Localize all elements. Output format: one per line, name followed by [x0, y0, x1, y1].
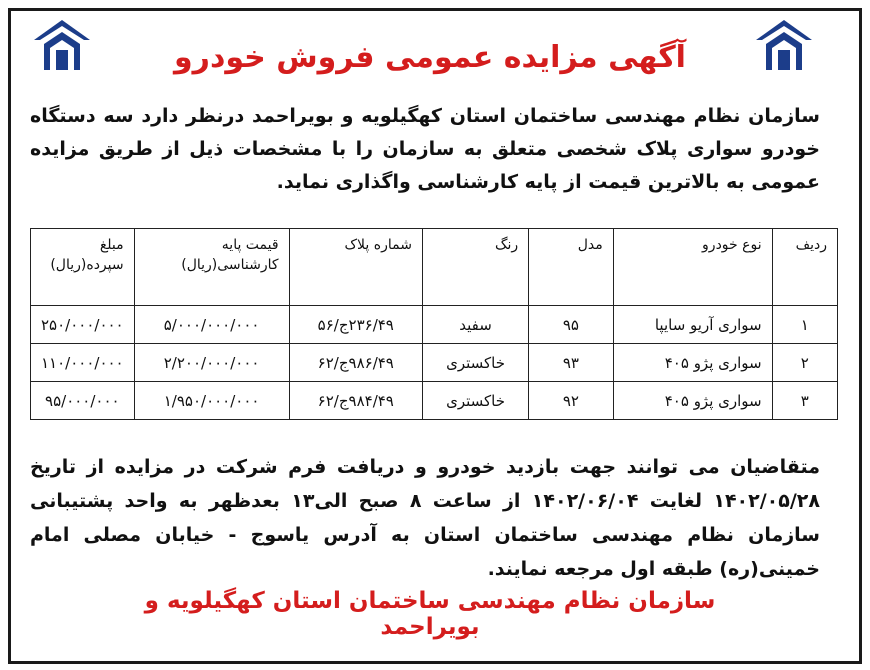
- cell-row-number: ۲: [772, 344, 837, 382]
- cell-plate: ۹۸۴/۴۹ج/۶۲: [289, 382, 422, 420]
- cell-row-number: ۱: [772, 306, 837, 344]
- issuer-signature: سازمان نظام مهندسی ساختمان استان کهگیلویه و بویراحمد: [144, 588, 716, 640]
- header-vehicle-type: نوع خودرو: [613, 229, 772, 306]
- cell-vehicle-type: سواری آریو سایپا: [613, 306, 772, 344]
- header-model: مدل: [529, 229, 614, 306]
- cell-deposit: ۱۱۰/۰۰۰/۰۰۰: [31, 344, 135, 382]
- cell-plate: ۹۸۶/۴۹ج/۶۲: [289, 344, 422, 382]
- header-row-number: ردیف: [772, 229, 837, 306]
- cell-deposit: ۹۵/۰۰۰/۰۰۰: [31, 382, 135, 420]
- cell-plate: ۲۳۶/۴۹ج/۵۶: [289, 306, 422, 344]
- cell-color: سفید: [422, 306, 528, 344]
- header-deposit: مبلغ سپرده(ریال): [31, 229, 135, 306]
- building-roof-logo-icon: [752, 14, 816, 78]
- cell-vehicle-type: سواری پژو ۴۰۵: [613, 382, 772, 420]
- cell-model: ۹۲: [529, 382, 614, 420]
- table-row: [31, 382, 838, 420]
- intro-paragraph: سازمان نظام مهندسی ساختمان استان کهگیلویه و بویراحمد درنظر دارد سه دستگاه خودرو سواری پلاک شخصی متعلق به سازمان را با مشخصات ذیل از طریق مزایده عمومی به بالاترین قیمت از پایه کارشناسی واگذاری نماید.: [30, 105, 820, 193]
- cell-base-price: ۲/۲۰۰/۰۰۰/۰۰۰: [134, 344, 289, 382]
- building-roof-logo-icon: [30, 14, 94, 78]
- cell-model: ۹۳: [529, 344, 614, 382]
- table-row: [31, 306, 838, 344]
- cell-base-price: ۵/۰۰۰/۰۰۰/۰۰۰: [134, 306, 289, 344]
- header-color: رنگ: [422, 229, 528, 306]
- cell-color: خاکستری: [422, 344, 528, 382]
- notice-title: آگهی مزایده عمومی فروش خودرو: [174, 40, 686, 75]
- cell-vehicle-type: سواری پژو ۴۰۵: [613, 344, 772, 382]
- header-base-price: قیمت پایه کارشناسی(ریال): [134, 229, 289, 306]
- closing-paragraph: متقاضیان می توانند جهت بازدید خودرو و دریافت فرم شرکت در مزایده از تاریخ ۱۴۰۲/۰۵/۲۸ لغایت ۱۴۰۲/۰۶/۰۴ از ساعت ۸ صبح الی۱۳ بعدظهر به واحد پشتیبانی سازمان نظام مهندسی ساختمان استان به آدرس یاسوج - خیابان مصلی امام خمینی(ره) طبقه اول مرجعه نمایند.: [30, 456, 820, 580]
- header-plate: شماره پلاک: [289, 229, 422, 306]
- cell-base-price: ۱/۹۵۰/۰۰۰/۰۰۰: [134, 382, 289, 420]
- cell-model: ۹۵: [529, 306, 614, 344]
- cell-deposit: ۲۵۰/۰۰۰/۰۰۰: [31, 306, 135, 344]
- cell-row-number: ۳: [772, 382, 837, 420]
- cell-color: خاکستری: [422, 382, 528, 420]
- table-row: [31, 344, 838, 382]
- vehicle-table: [30, 228, 838, 420]
- table-header-row: [31, 229, 838, 306]
